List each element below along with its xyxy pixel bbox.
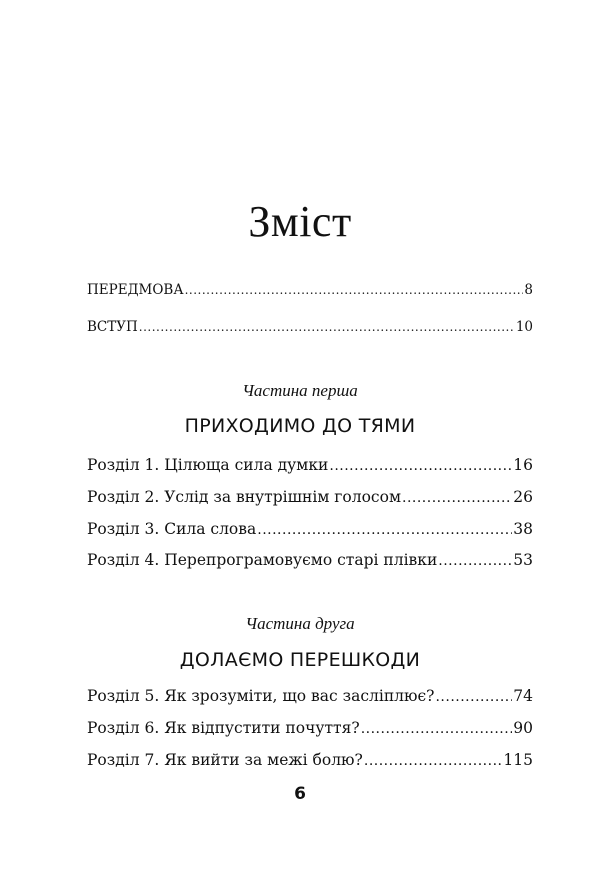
- toc-entry-chapter-6: [87, 718, 533, 739]
- toc-entry-page: 26: [513, 488, 533, 506]
- toc-entry-label: Розділ 7. Як вийти за межі болю?: [87, 751, 363, 769]
- toc-entry-page: 8: [524, 282, 533, 298]
- toc-entry-label: Розділ 2. Услід за внутрішнім голосом: [87, 488, 401, 506]
- toc-entry-chapter-1: [87, 455, 533, 476]
- dot-leader: [139, 318, 515, 336]
- toc-entry-label: Розділ 3. Сила слова: [87, 520, 257, 538]
- toc-entry-page: 10: [515, 319, 533, 335]
- page-number: 6: [294, 784, 306, 804]
- dot-leader: [438, 550, 512, 571]
- toc-entry-label: ВСТУП: [87, 319, 138, 335]
- part-one-title: ПРИХОДИМО ДО ТЯМИ: [184, 415, 416, 437]
- dot-leader: [257, 519, 512, 540]
- toc-entry-chapter-3: [87, 519, 533, 540]
- toc-title: Зміст: [248, 197, 352, 246]
- toc-entry-preface: [87, 281, 533, 299]
- part-one-label: Частина перша: [242, 381, 358, 400]
- toc-entry-chapter-2: [87, 487, 533, 508]
- dot-leader: [329, 455, 512, 476]
- dot-leader: [364, 750, 503, 771]
- dot-leader: [435, 686, 512, 707]
- part-two-title: ДОЛАЄМО ПЕРЕШКОДИ: [179, 649, 421, 671]
- dot-leader: [361, 718, 513, 739]
- toc-entry-page: 16: [513, 456, 533, 474]
- toc-entry-label: ПЕРЕДМОВА: [87, 282, 184, 298]
- part-two-label: Частина друга: [245, 614, 355, 633]
- toc-entry-page: 90: [513, 719, 533, 737]
- dot-leader: [402, 487, 512, 508]
- toc-entry-label: Розділ 4. Перепрограмовуємо старі плівки: [87, 551, 438, 569]
- toc-entry-label: Розділ 6. Як відпустити почуття?: [87, 719, 360, 737]
- toc-entry-chapter-7: [87, 750, 533, 771]
- toc-entry-intro: [87, 318, 533, 336]
- toc-entry-page: 53: [513, 551, 533, 569]
- toc-entry-page: 38: [513, 520, 533, 538]
- toc-entry-label: Розділ 5. Як зрозуміти, що вас засліплює?: [87, 687, 435, 705]
- toc-entry-page: 115: [503, 751, 533, 769]
- toc-entry-label: Розділ 1. Цілюща сила думки: [87, 456, 329, 474]
- dot-leader: [185, 281, 524, 299]
- toc-entry-chapter-5: [87, 686, 533, 707]
- toc-entry-page: 74: [513, 687, 533, 705]
- toc-entry-chapter-4: [87, 550, 533, 571]
